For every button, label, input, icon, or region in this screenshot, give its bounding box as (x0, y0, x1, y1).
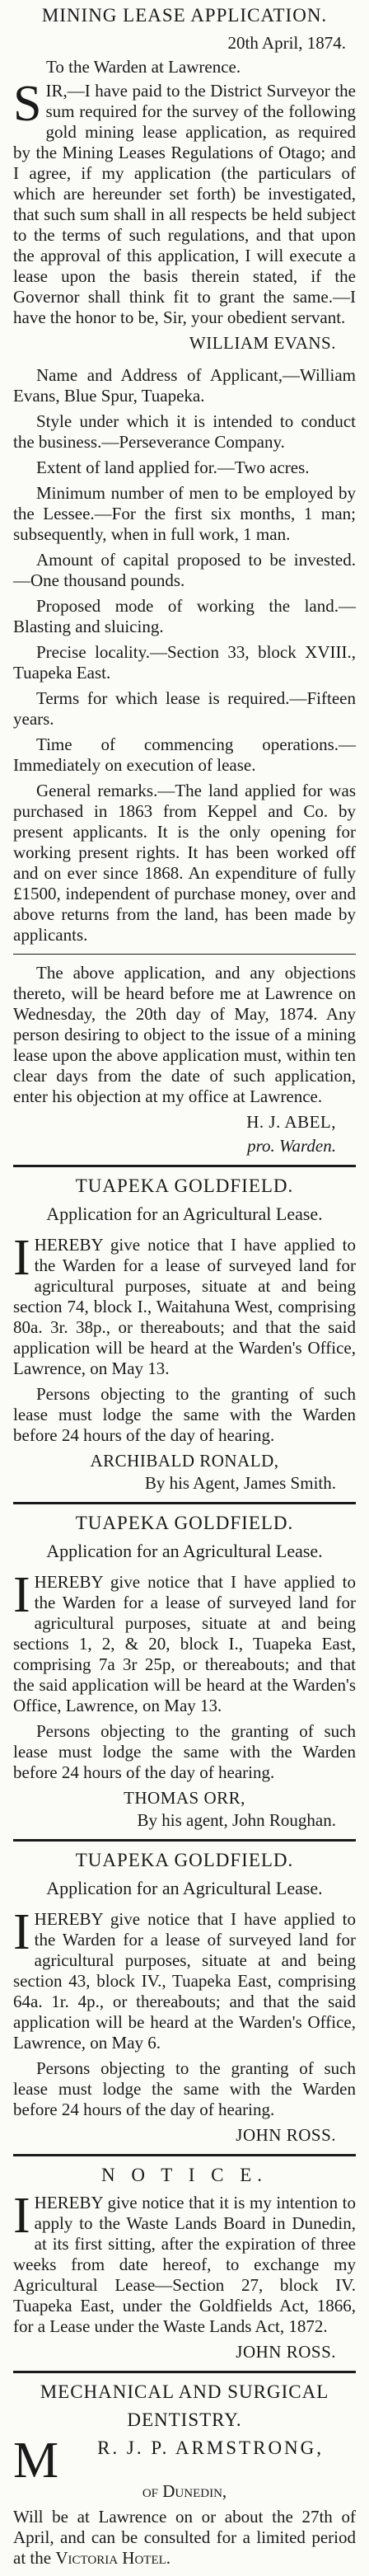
particular-item: Proposed mode of working the land.—Blasting and sluicing. (13, 596, 356, 636)
ad-name-line (13, 2433, 356, 2489)
dentist-origin: of Dunedin, (142, 2481, 227, 2501)
drop-cap: I (13, 1230, 30, 1286)
section-divider (13, 1839, 356, 1842)
ad-body: Will be at Lawrence on or about the 27th of April, and can be consulted for a limited period at the Victoria Hotel. (13, 2507, 356, 2568)
applicant-signature: WILLIAM EVANS. (189, 333, 336, 353)
applicant-agent: By his Agent, James Smith. (144, 1473, 336, 1493)
warden-name: H. J. ABEL, (246, 1112, 336, 1132)
notice-body (13, 1904, 356, 2053)
notice-subheading: Application for an Agricultural Lease. (46, 1878, 323, 1898)
hotel-name: Victoria Hotel. (55, 2548, 171, 2568)
drop-cap: I (13, 1904, 30, 1960)
particular-item: Time of commencing operations.—Immediately on execution of lease. (13, 734, 356, 775)
drop-cap: I (13, 1567, 30, 1623)
applicant-agent: By his agent, John Roughan. (137, 1810, 336, 1830)
hearing-notice: The above application, and any objections thereto, will be heard before me at Lawrence on Wednesday, the 20th day of May, 1874. Any person desiring to object to the issue of a mining lease upon the above application must, within ten clear days from the date of such application, enter his objection at my office at Lawrence. (13, 963, 356, 1106)
notice-body (13, 1567, 356, 1716)
particular-item: Style under which it is intended to conduct the business.—Perseverance Company. (13, 411, 356, 452)
notice-heading: MINING LEASE APPLICATION. (41, 5, 328, 26)
letter-body (13, 76, 356, 328)
applicant-name: JOHN ROSS. (236, 2342, 336, 2362)
agricultural-lease-notice (13, 1513, 356, 1831)
notice-heading: N O T I C E. (101, 2165, 268, 2185)
particular-item: General remarks.—The land applied for was purchased in 1863 from Keppel and Co. by present applicants. It is the only opening for working present rights. It has been worked off and on ever since 1868. An expenditure of fully £1500, independent of purchase money, over and above returns from the land, has been made by applicants. (13, 781, 356, 945)
section-divider (13, 1165, 356, 1167)
notice-subheading: Application for an Agricultural Lease. (46, 1204, 323, 1224)
particular-item: Terms for which lease is required.—Fifteen years. (13, 688, 356, 729)
section-divider (13, 2154, 356, 2156)
agricultural-lease-notice (13, 1850, 356, 2146)
short-divider (13, 954, 356, 955)
drop-cap: S (13, 76, 42, 132)
goldfield-heading: TUAPEKA GOLDFIELD. (75, 1175, 294, 1196)
goldfield-heading: TUAPEKA GOLDFIELD. (75, 1850, 294, 1870)
objection-text: Persons objecting to the granting of such lease must lodge the same with the Warden before 24 hours of the day of hearing. (13, 1721, 356, 1782)
section-divider (13, 1502, 356, 1504)
applicant-name: THOMAS ORR, (124, 1788, 245, 1808)
agricultural-lease-notice (13, 1175, 356, 1494)
applicant-name: ARCHIBALD RONALD, (90, 1451, 279, 1471)
objection-text: Persons objecting to the granting of such lease must lodge the same with the Warden before 24 hours of the day of hearing. (13, 1384, 356, 1445)
particular-item: Name and Address of Applicant,—William Evans, Blue Spur, Tuapeka. (13, 365, 356, 406)
mining-lease-notice (13, 5, 356, 1157)
warden-title: pro. Warden. (247, 1136, 336, 1156)
notice-body (13, 2188, 356, 2337)
notice-addressee: To the Warden at Lawrence. (46, 57, 241, 77)
notice-text: HEREBY give notice that it is my intention to apply to the Waste Lands Board in Dunedin, at its first sitting, after the expiration of three weeks from date hereof, to exchange my Agricultural Lease—Section 27, block IV. Tuapeka East, under the Goldfields Act, 1866, for a Lease under the Waste Lands Act, 1872. (13, 2193, 356, 2336)
ad-heading-line2: DENTISTRY. (127, 2409, 242, 2430)
notice-body (13, 1230, 356, 1379)
notice-text: HEREBY give notice that I have applied to the Warden for a lease of surveyed land for agricultural purposes, situate at and being sections 1, 2, & 20, block I., Tuapeka East, comprising 7a 3r 25p, or thereabouts; and that the said application will be heard at the Warden's Office, Lawrence, on May 13. (13, 1572, 356, 1715)
drop-cap: I (13, 2188, 30, 2244)
notice-date: 20th April, 1874. (227, 33, 346, 53)
notice-text: HEREBY give notice that I have applied to the Warden for a lease of surveyed land for agricultural purposes, situate at and being section 43, block IV., Tuapeka East, comprising 64a. 1r. 4p., or thereabouts; and that the said application will be heard at the Warden's Office, Lawrence, on May 6. (13, 1909, 356, 2053)
goldfield-heading: TUAPEKA GOLDFIELD. (75, 1513, 294, 1533)
objection-text: Persons objecting to the granting of such lease must lodge the same with the Warden before 24 hours of the day of hearing. (13, 2058, 356, 2119)
applicant-name: JOHN ROSS. (236, 2125, 336, 2145)
dentistry-advertisement (13, 2381, 356, 2569)
particular-item: Minimum number of men to be employed by the Lessee.—For the first six months, 1 man; subsequently, when in full work, 1 man. (13, 483, 356, 544)
ad-heading-line1: MECHANICAL AND SURGICAL (40, 2381, 329, 2402)
letter-text: IR,—I have paid to the District Surveyor the sum required for the survey of the following gold mining lease application, as required by the Mining Leases Regulations of Otago; and I agree, if my application (the particulars of which are hereunder set forth) be investigated, that such sum shall in all respects be held subject to the terms of such regulations, and that upon the approval of this application, I will execute a lease upon the basis therein stated, if the Governor shall think fit to grant the same.—I have the honor to be, Sir, your obedient servant. (13, 81, 356, 327)
particular-item: Extent of land applied for.—Two acres. (36, 457, 310, 477)
notice-text: HEREBY give notice that I have applied to the Warden for a lease of surveyed land for agricultural purposes, situate at and being section 74, block I., Waitahuna West, comprising 80a. 3r. 38p., or thereabouts; and that the said application will be heard at the Warden's Office, Lawrence, on May 13. (13, 1235, 356, 1378)
drop-cap: M (13, 2433, 62, 2489)
dentist-name: R. J. P. ARMSTRONG, (97, 2438, 325, 2458)
exchange-lease-notice (13, 2165, 356, 2363)
section-divider (13, 2371, 356, 2373)
particular-item: Precise locality.—Section 33, block XVIII., Tuapeka East. (13, 642, 356, 683)
particular-item: Amount of capital proposed to be invested. —One thousand pounds. (13, 550, 356, 590)
notice-subheading: Application for an Agricultural Lease. (46, 1541, 323, 1561)
